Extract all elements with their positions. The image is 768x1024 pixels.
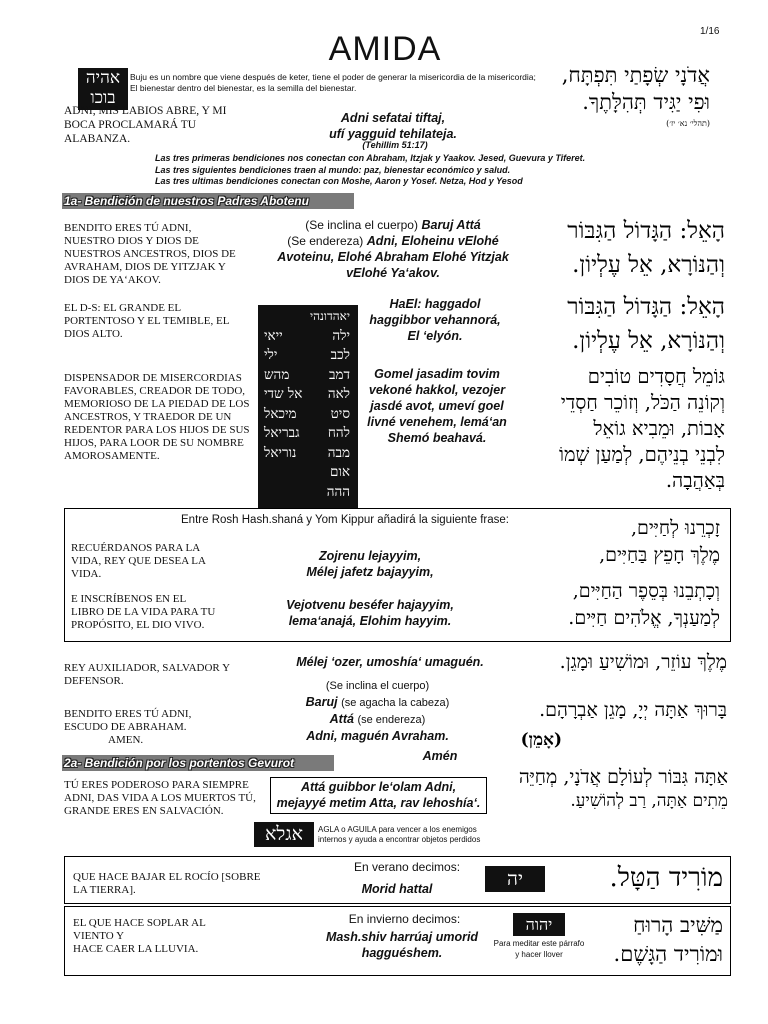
intro-hebrew-line1: אֲדֹנָי שְׂפָתַי תִּפְתָּח, xyxy=(561,63,710,87)
names-table-row xyxy=(258,327,358,347)
names-table-row xyxy=(258,366,358,386)
p1-tr-a: Baruj Attá xyxy=(421,218,481,232)
summer-spanish: QUE HACE BAJAR EL ROCÍO [SOBRE LA TIERRA]. xyxy=(73,871,261,896)
p1-tr-c: Avoteinu, Elohé Abraham Elohé Yitzjak xyxy=(277,250,509,264)
intro-translit xyxy=(268,110,518,142)
names-table-row xyxy=(258,405,358,425)
names-table-rows xyxy=(258,327,358,503)
p2-translit: HaEl: haggadol haggibbor vehannorá, El ‘elyón. xyxy=(369,297,501,343)
intro-source: (Tehillim 51:17) xyxy=(362,140,428,150)
agla-note xyxy=(318,825,518,845)
names-table-row xyxy=(258,346,358,366)
names-table-cell: ילי xyxy=(264,347,278,363)
names-table-cell: אום xyxy=(330,464,350,480)
intro-note: Las tres ultimas bendiciones conectan con Moshe, Aaron y Yosef. Netza, Hod y Yesod xyxy=(155,176,523,186)
p3-hebrew-line: בְּאַהֲבָה. xyxy=(665,469,725,492)
intro-note: Las tres siguientes bendiciones traen al mundo: paz, bienestar económico y salud. xyxy=(155,164,511,175)
s2-hebrew-2: מֵתִים אַתָּה, רַב לְהוֹשִׁיעַ. xyxy=(570,791,728,811)
p5-line-b xyxy=(270,694,485,711)
names-table-cell: מהש xyxy=(264,366,290,383)
intro-translit-line1: Adni sefatai tiftaj, xyxy=(340,111,446,125)
p5-hebrew-amen: (אָמֵן) xyxy=(520,730,562,750)
rosh-b-translit-2: lema‘anajá, Elohim hayyim. xyxy=(288,614,452,628)
rosh-heading: Entre Rosh Hash.shaná y Yom Kippur añadirá la siguiente frase: xyxy=(181,514,509,526)
winter-box xyxy=(64,906,731,976)
winter-spanish-1: EL QUE HACE SOPLAR AL xyxy=(73,917,206,929)
p3-hebrew-line: אָבוֹת, וּמֵבִיא גוֹאֵל xyxy=(593,417,725,440)
p3-hebrew xyxy=(515,364,725,494)
names-table-row xyxy=(258,385,358,405)
rosh-a-hebrew-1: זָכְרֵנוּ לְחַיִּים, xyxy=(631,517,720,539)
p5-amen: Amén xyxy=(422,749,458,763)
intro-hebrew xyxy=(540,62,710,116)
rosh-a-hebrew xyxy=(495,515,720,569)
rosh-b-spanish: E INSCRÍBENOS EN EL LIBRO DE LA VIDA PARA TU PROPÓSITO, EL DIO VIVO. xyxy=(71,593,216,631)
names-table-cell: ההה xyxy=(326,483,350,500)
winter-spanish-3: HACE CAER LA LLUVIA. xyxy=(73,943,199,955)
names-table-row xyxy=(258,483,358,503)
names-table-cell: לאה xyxy=(327,386,350,402)
page-title: AMIDA xyxy=(328,30,442,68)
buju-note xyxy=(130,72,550,94)
rosh-hashana-box xyxy=(64,508,731,642)
p1-tr-d: vElohé Ya‘akov. xyxy=(346,266,440,280)
p1-hebrew xyxy=(520,214,725,282)
straighten-note: (Se endereza) xyxy=(287,234,364,248)
names-table-cell: גבריאל xyxy=(264,425,300,441)
p5-straighten-note: (se endereza) xyxy=(357,714,426,726)
yhvh-badge: יהוה xyxy=(513,913,565,936)
p4-hebrew: מֶלֶךְ עוֹזֵר, וּמוֹשִׁיעַ וּמָגֵן. xyxy=(559,651,727,673)
p1-translit-line-a xyxy=(248,217,538,233)
s2-translit-box xyxy=(270,777,487,814)
divine-names-table xyxy=(258,305,358,508)
names-table-cell: לכב xyxy=(330,347,350,363)
s2-translit-2: mejayyé metim Atta, rav lehoshía‘. xyxy=(276,796,481,810)
s2-hebrew xyxy=(480,764,728,812)
p5-spanish xyxy=(64,708,254,747)
section2-heading: 2a- Bendición por los portentos Gevurot xyxy=(62,755,334,771)
winter-translit-2: hagguéshem. xyxy=(361,946,443,960)
p1-translit-line-b xyxy=(248,233,538,249)
buju-note-line1: Buju es un nombre que viene después de keter, tiene el poder de generar la misericordia de la misericordia; xyxy=(130,72,536,82)
yhvh-note-1: Para meditar este párrafo xyxy=(493,939,585,948)
intro-note: Las tres primeras bendiciones nos conectan con Abraham, Itzjak y Yaakov. Jesed, Guevura y Tiferet. xyxy=(155,153,586,163)
p5-tr-a: Baruj xyxy=(305,695,338,709)
intro-spanish: ADNI, MIS LABIOS ABRE, Y MI BOCA PROCLAMARÁ TU ALABANZA. xyxy=(64,105,227,145)
names-table-header: יאהדונהי xyxy=(309,309,350,323)
rosh-b-translit xyxy=(255,597,485,629)
p3-hebrew-line: גּוֹמֵל חֲסָדִים טוֹבִים xyxy=(587,365,725,388)
yhvh-note xyxy=(483,938,595,960)
names-table-row xyxy=(258,463,358,483)
names-table-row xyxy=(258,424,358,444)
p1-tr-b: Adni, Eloheinu vElohé xyxy=(366,234,499,248)
names-table-cell: דמב xyxy=(328,366,350,383)
winter-label: En invierno decimos: xyxy=(348,912,461,926)
winter-hebrew-2: וּמוֹרִיד הַגָּשֶׁם. xyxy=(613,942,723,966)
buju-icon-line1: אהיה xyxy=(85,68,121,88)
winter-hebrew xyxy=(595,911,723,969)
rosh-b-hebrew xyxy=(495,578,720,632)
intro-translit-line2: ufí yagguid tehilateja. xyxy=(329,127,457,141)
p5-translit xyxy=(270,678,485,744)
bow-note: (Se inclina el cuerpo) xyxy=(305,218,418,232)
page-number: 1/16 xyxy=(700,26,720,37)
p3-spanish: DISPENSADOR DE MISERCORDIAS FAVORABLES, CREADOR DE TODO, MEMORIOSO DE LA PIEDAD DE LOS ANCESTROS, Y TRAEDOR DE UN REDENTOR PARA LOS HIJOS DE SUS HIJOS, PARA LOOR DE SU NOMBRE AMOROSAMENTE. xyxy=(64,372,250,462)
p4-translit: Mélej ‘ozer, umoshía‘ umaguén. xyxy=(296,655,484,669)
names-table-cell: נוריאל xyxy=(264,444,297,461)
p3-hebrew-line: לִבְנֵי בְנֵיהֶם, לְמַעַן שְׁמוֹ xyxy=(558,443,725,466)
s2-spanish: TÚ ERES PODEROSO PARA SIEMPRE ADNI, DAS VIDA A LOS MUERTOS TÚ, GRANDE ERES EN SALVACIÓN. xyxy=(64,779,256,817)
rosh-a-translit-1: Zojrenu lejayyim, xyxy=(318,549,422,563)
p5-line-c xyxy=(270,711,485,728)
summer-translit: Morid hattal xyxy=(361,882,433,896)
names-table-row xyxy=(258,444,358,464)
section1-heading: 1a- Bendición de nuestros Padres Abotenu xyxy=(62,193,354,209)
names-table-cell: ילה xyxy=(332,327,350,344)
p2-spanish: EL D-S: EL GRANDE EL PORTENTOSO Y EL TEMIBLE, EL DIOS ALTO. xyxy=(64,302,230,340)
agla-note-1: AGLA o AGUILA para vencer a los enemigos xyxy=(318,825,477,834)
p3-hebrew-line: וְקוֹנֵה הַכֹּל, וְזוֹכֵר חַסְדֵי xyxy=(560,391,725,414)
p5-head-note: (se agacha la cabeza) xyxy=(341,697,450,709)
agla-badge: אגלא xyxy=(254,822,314,847)
summer-hebrew: מוֹרִיד הַטָּל. xyxy=(609,863,723,893)
s2-hebrew-1: אַתָּה גִּבּוֹר לְעוֹלָם אֲדֹנָי, מְחַיֵּה xyxy=(518,766,728,788)
winter-spanish-2: VIENTO Y xyxy=(73,930,125,942)
p3-translit: Gomel jasadim tovim vekoné hakkol, vezojer jasdé avot, umeví goel livné venehem, lemá‘an Shemó beahavá. xyxy=(367,367,507,445)
names-table-cell: להח xyxy=(327,425,350,441)
names-table-cell: מיכאל xyxy=(264,405,297,422)
names-table-cell: סיט xyxy=(330,405,350,422)
names-table-cell: מבה xyxy=(327,444,350,461)
p1-hebrew-line1: הָאֵל: הַגָּדוֹל הַגִּבּוֹר xyxy=(567,218,725,244)
rosh-b-translit-1: Vejotvenu beséfer hajayyim, xyxy=(286,598,454,612)
winter-hebrew-1: מַשִּׁיב הָרוּחַ xyxy=(633,913,723,937)
intro-hebrew-source: (תהלי׳ נא׳ יז׳) xyxy=(666,119,710,128)
p1-hebrew-line2: וְהַנּוֹרָא, אֵל עֶלְיוֹן. xyxy=(572,252,725,278)
names-table-cell: אל שדי xyxy=(264,386,303,402)
buju-note-line2: El bienestar dentro del bienestar, es la semilla del bienestar. xyxy=(130,83,357,93)
p5-hebrew: בָּרוּךְ אַתָּה יְיָ, מָגֵן אַבְרָהָם. xyxy=(539,699,727,721)
p5-spanish-1: BENDITO ERES TÚ ADNI, xyxy=(64,708,192,720)
rosh-a-translit xyxy=(255,548,485,580)
yah-badge: יה xyxy=(485,866,545,892)
p1-translit xyxy=(248,217,538,281)
p5-spanish-2: ESCUDO DE ABRAHAM. xyxy=(64,721,187,733)
winter-spanish xyxy=(73,917,273,956)
p5-spanish-3: AMEN. xyxy=(108,734,144,746)
rosh-b-hebrew-1: וְכָתְבֵנוּ בְּסֵפֶר הַחַיִּים, xyxy=(572,580,720,602)
names-table-cell: ייאי xyxy=(264,327,283,344)
p2-hebrew-line2: וְהַנּוֹרָא, אֵל עֶלְיוֹן. xyxy=(572,328,725,354)
p5-tr-b: Attá xyxy=(329,712,354,726)
yhvh-note-2: y hacer llover xyxy=(515,950,563,959)
p1-spanish: BENDITO ERES TÚ ADNI, NUESTRO DIOS Y DIOS DE NUESTROS ANCESTROS, DIOS DE AVRAHAM, DIOS DE YITZJAK Y DIOS DE YA‘AKOV. xyxy=(64,222,236,286)
rosh-b-hebrew-2: לְמַעַנְךָ, אֱלֹהִים חַיִּים. xyxy=(568,607,720,629)
p5-tr-c: Adni, maguén Avraham. xyxy=(306,729,449,743)
intro-notes xyxy=(155,153,675,188)
summer-box xyxy=(64,856,731,904)
buju-icon-line2: בוכו xyxy=(90,88,116,108)
p4-spanish: REY AUXILIADOR, SALVADOR Y DEFENSOR. xyxy=(64,662,230,687)
winter-translit-1: Mash.shiv harrúaj umorid xyxy=(325,930,479,944)
rosh-a-hebrew-2: מֶלֶךְ חָפֵץ בַּחַיִּים, xyxy=(599,544,720,566)
s2-translit-1: Attá guibbor le‘olam Adni, xyxy=(300,780,457,794)
p2-hebrew xyxy=(520,290,725,358)
intro-hebrew-line2: וּפִי יַגִּיד תְּהִלָּתֶךָ. xyxy=(582,90,710,114)
winter-translit xyxy=(297,929,507,961)
summer-label: En verano decimos: xyxy=(353,860,461,874)
rosh-a-translit-2: Mélej jafetz bajayyim, xyxy=(306,565,434,579)
rosh-a-spanish: RECUÉRDANOS PARA LA VIDA, REY QUE DESEA LA VIDA. xyxy=(71,542,206,580)
p2-hebrew-line1: הָאֵל: הַגָּדוֹל הַגִּבּוֹר xyxy=(567,294,725,320)
agla-note-2: internos y ayuda a encontrar objetos perdidos xyxy=(318,835,481,844)
p5-bow-note: (Se inclina el cuerpo) xyxy=(325,680,430,692)
